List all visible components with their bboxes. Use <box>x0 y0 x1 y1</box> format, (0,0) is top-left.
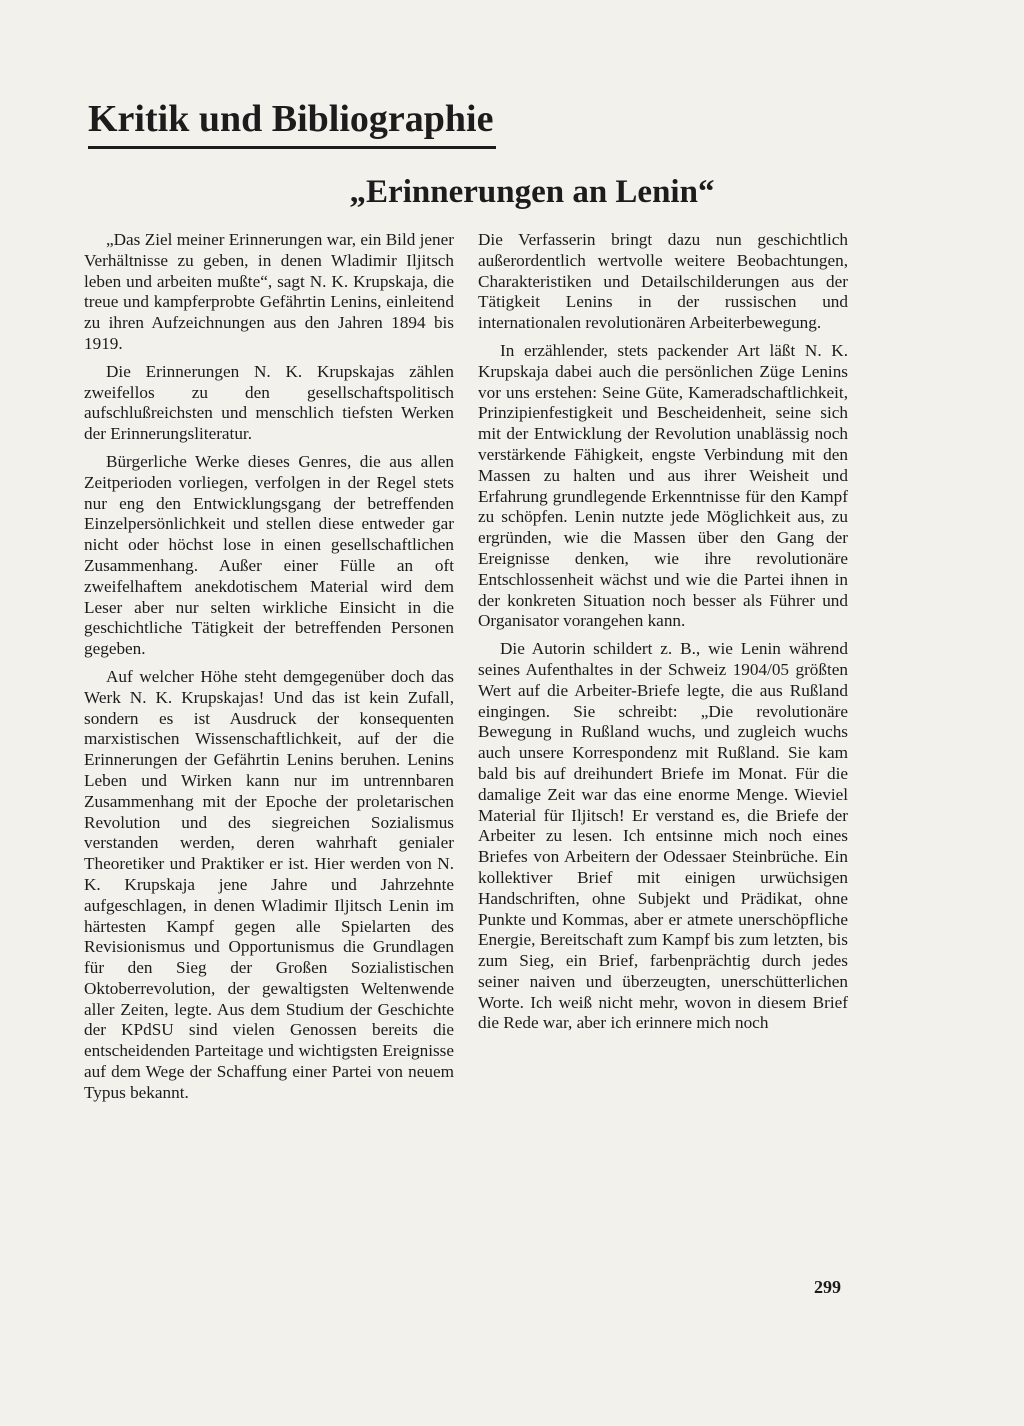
paragraph: In erzählender, stets packender Art läßt N. K. Krupskaja dabei auch die persönlichen Züge Lenins vor uns erstehen: Seine Güte, Kameradschaftlichkeit, Prinzipienfestigkeit und Bescheidenheit, seine sich mit der Entwicklung der Revolution unablässig noch verstärkende Fähigkeit, engste Verbindung mit den Massen zu halten und aus ihrer Weisheit und Erfahrung grundlegende Erkenntnisse für den Kampf zu schöpfen. Lenin nutzte jede Möglichkeit aus, zu ergründen, wie die Massen über den Gang der Ereignisse denken, wie ihre revolutionäre Entschlossenheit wächst und wie die Partei ihnen in der konkreten Situation noch besser als Führer und Organisator vorangehen kann. <box>478 340 848 631</box>
paragraph: Auf welcher Höhe steht demgegenüber doch das Werk N. K. Krupskajas! Und das ist kein Zufall, sondern es ist Ausdruck der konsequenten marxistischen Wissenschaftlichkeit, auf der die Erinnerungen der Gefährtin Lenins beruhen. Lenins Leben und Wirken kann nur im untrennbaren Zusammenhang mit der Epoche der proletarischen Revolution und des siegreichen Sozialismus verstanden werden, deren wahrhaft genialer Theoretiker und Praktiker er ist. Hier werden von N. K. Krupskaja jene Jahre und Jahrzehnte aufgeschlagen, in denen Wladimir Iljitsch Lenin im härtesten Kampf gegen alle Spielarten des Revisionismus und Opportunismus die Grundlagen für den Sieg der Großen Sozialistischen Oktoberrevolution, der gewaltigsten Weltenwende aller Zeiten, legte. Aus dem Studium der Geschichte der KPdSU sind vielen Genossen bereits die entscheidenden Parteitage und wichtigsten Ereignisse auf dem Wege der Schaffung einer Partei von neuem Typus bekannt. <box>84 666 454 1102</box>
paragraph: Die Erinnerungen N. K. Krupskajas zählen zweifellos zu den gesellschaftspolitisch aufschlußreichsten und menschlich tiefsten Werken der Erinnerungsliteratur. <box>84 361 454 444</box>
paragraph: „Das Ziel meiner Erinnerungen war, ein Bild jener Verhältnisse zu geben, in denen Wladimir Iljitsch leben und arbeiten mußte“, sagt N. K. Krupskaja, die treue und kampferprobte Gefährtin Lenins, einleitend zu ihren Aufzeichnungen aus den Jahren 1894 bis 1919. <box>84 230 454 353</box>
section-title: Kritik und Bibliographie <box>88 98 494 140</box>
right-column <box>478 230 848 1041</box>
left-column <box>84 230 454 1111</box>
section-title-rule <box>88 146 496 149</box>
paragraph: Die Verfasserin bringt dazu nun geschichtlich außerordentlich wertvolle weitere Beobachtungen, Charakteristiken und Detailschilderungen aus der Tätigkeit Lenins in der russischen und internationalen revolutionären Arbeiterbewegung. <box>478 230 848 333</box>
page-number: 299 <box>814 1277 841 1297</box>
paragraph: Bürgerliche Werke dieses Genres, die aus allen Zeitperioden vorliegen, verfolgen in der Regel stets nur eng den Entwicklungsgang der betreffenden Einzelpersönlichkeit und stellen diese entweder gar nicht oder höchst lose in einen gesellschaftlichen Zusammenhang. Außer einer Fülle an oft zweifelhaftem anekdotischem Material wird dem Leser aber nur selten wirkliche Einsicht in die geschichtliche Tätigkeit der betreffenden Personen gegeben. <box>84 451 454 659</box>
article-title: „Erinnerungen an Lenin“ <box>349 174 715 210</box>
paragraph: Die Autorin schildert z. B., wie Lenin während seines Aufenthaltes in der Schweiz 1904/05 größten Wert auf die Arbeiter-Briefe legte, die aus Rußland eingingen. Sie schreibt: „Die revolutionäre Bewegung in Rußland wuchs, und zugleich wuchs auch unsere Korrespondenz mit Rußland. Sie kam bald bis auf dreihundert Briefe im Monat. Für die damalige Zeit war das eine enorme Menge. Wieviel Material für Iljitsch! Er verstand es, die Briefe der Arbeiter zu lesen. Ich entsinne mich noch eines Briefes von Arbeitern der Odessaer Steinbrüche. Ein kollektiver Brief mit einigen urwüchsigen Handschriften, ohne Subjekt und Prädikat, ohne Punkte und Kommas, aber er atmete unerschöpfliche Energie, Bereitschaft zum Kampf bis zum letzten, bis zum Sieg, ein Brief, farbenprächtig durch jedes seiner naiven und überzeugten, unerschütterlichen Worte. Ich weiß nicht mehr, wovon in diesem Brief die Rede war, aber ich erinnere mich noch <box>478 639 848 1033</box>
